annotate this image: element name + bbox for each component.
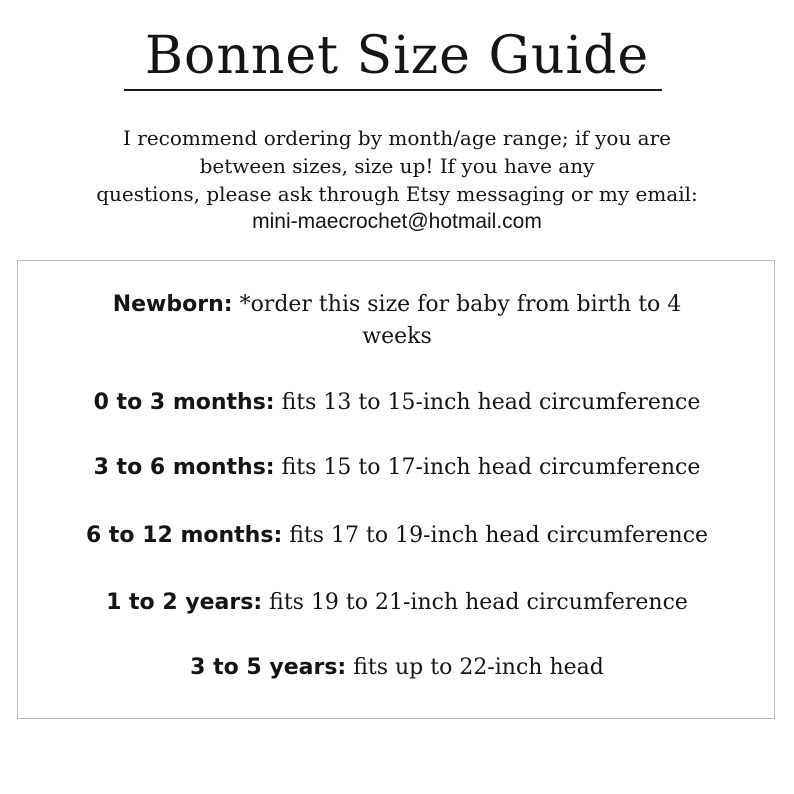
- size-description-continued: weeks: [362, 324, 432, 349]
- intro-line-3: questions, please ask through Etsy messaging or my email:: [96, 182, 698, 206]
- title-underline: [124, 89, 662, 91]
- size-label: 6 to 12 months:: [85, 523, 283, 548]
- size-row-newborn: [18, 289, 776, 353]
- size-label: Newborn:: [112, 292, 233, 317]
- intro-line-2: between sizes, size up! If you have any: [199, 154, 595, 178]
- size-row-0-3-months: [18, 387, 776, 419]
- size-chart-box: [17, 260, 775, 719]
- size-description: *order this size for baby from birth to 4: [239, 292, 682, 317]
- size-description: fits 17 to 19-inch head circumference: [289, 523, 709, 548]
- size-row-6-12-months: [18, 520, 776, 552]
- size-description: fits 15 to 17-inch head circumference: [281, 455, 701, 480]
- size-label: 1 to 2 years:: [106, 590, 263, 615]
- size-description: fits 13 to 15-inch head circumference: [281, 390, 701, 415]
- size-description: fits up to 22-inch head: [353, 655, 604, 680]
- size-label: 0 to 3 months:: [93, 390, 275, 415]
- page-title: Bonnet Size Guide: [144, 26, 650, 86]
- size-row-3-5-years: [18, 652, 776, 684]
- contact-email: mini-maecrochet@hotmail.com: [252, 210, 542, 233]
- size-label: 3 to 5 years:: [190, 655, 347, 680]
- intro-line-1: I recommend ordering by month/age range; if you are: [122, 126, 672, 150]
- size-description: fits 19 to 21-inch head circumference: [269, 590, 688, 615]
- size-label: 3 to 6 months:: [93, 455, 275, 480]
- size-row-1-2-years: [18, 587, 776, 619]
- intro-text: [40, 124, 754, 236]
- size-row-3-6-months: [18, 452, 776, 484]
